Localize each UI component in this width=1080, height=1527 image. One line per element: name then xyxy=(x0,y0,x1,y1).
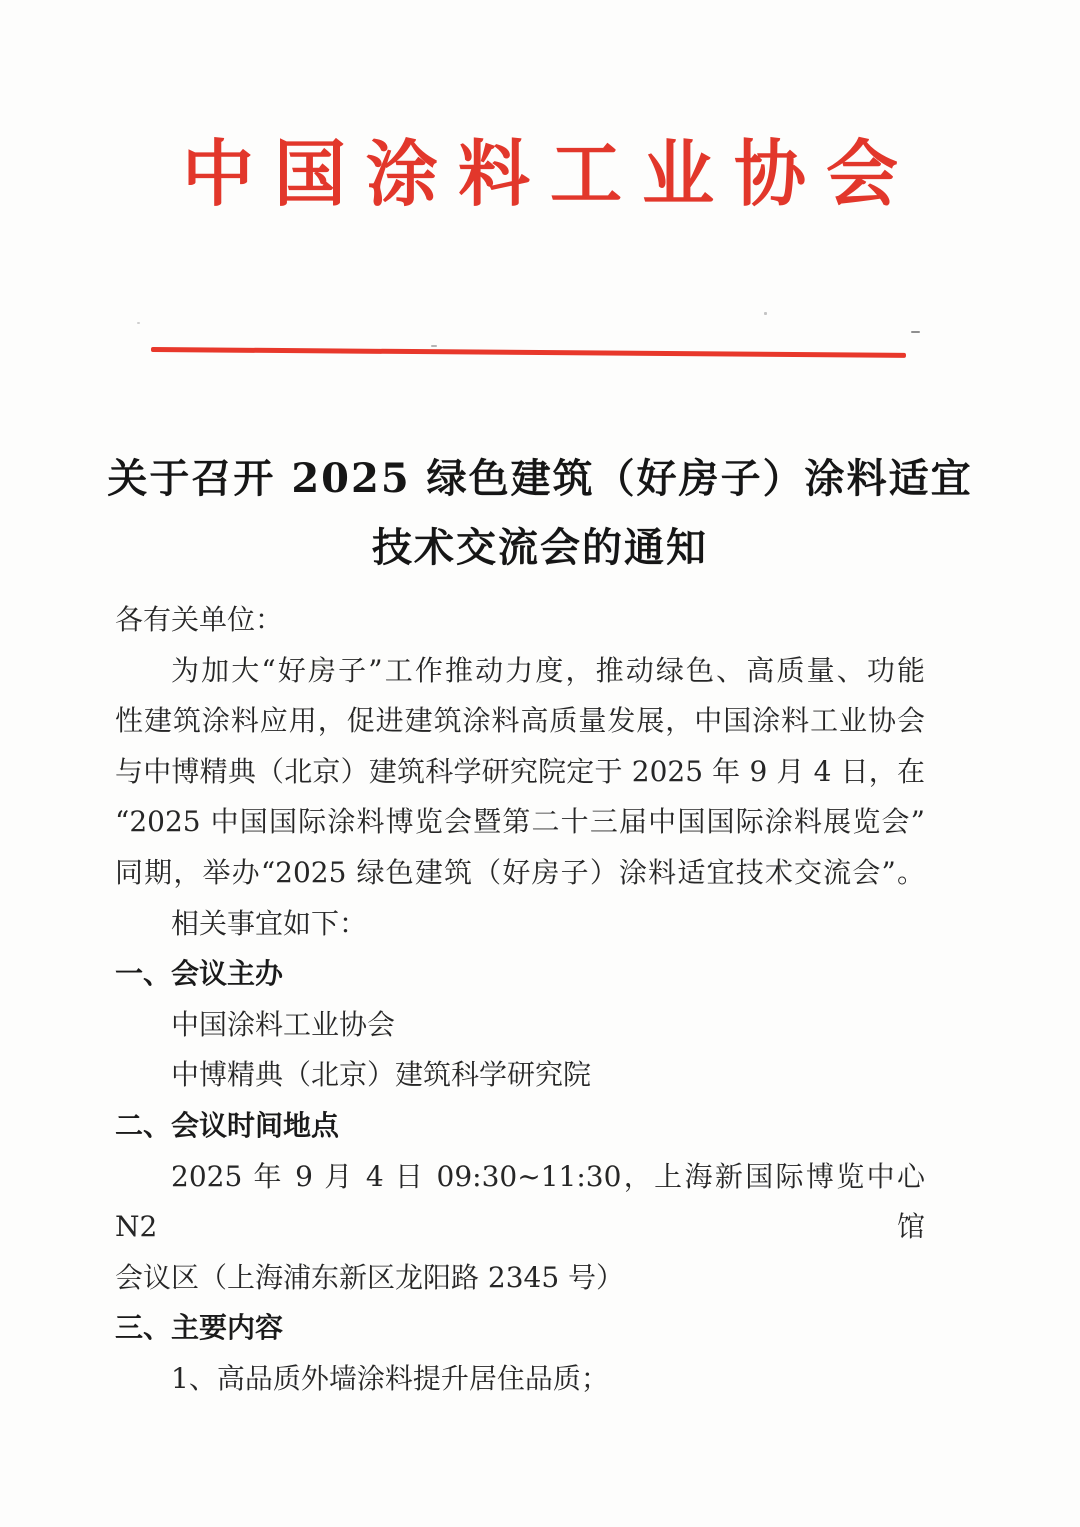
section-3-heading: 三、主要内容 xyxy=(115,1311,284,1345)
host-organization-2: 中博精典（北京）建筑科学研究院 xyxy=(171,1058,592,1092)
followup-line: 相关事宜如下： xyxy=(171,906,368,940)
time-place-line-2: 会议区（上海浦东新区龙阳路 2345 号） xyxy=(115,1260,625,1294)
intro-paragraph-line-4: “2025 中国国际涂料博览会暨第二十三届中国国际涂料展览会” xyxy=(115,805,925,839)
scan-speck xyxy=(911,331,920,333)
intro-paragraph-line-2: 性建筑涂料应用，促进建筑涂料高质量发展，中国涂料工业协会 xyxy=(115,704,925,738)
document-title-line-1: 关于召开 2025 绿色建筑（好房子）涂料适宜 xyxy=(107,455,973,502)
intro-paragraph-line-5: 同期，举办“2025 绿色建筑（好房子）涂料适宜技术交流会”。 xyxy=(115,855,925,889)
document-title-line-2: 技术交流会的通知 xyxy=(372,524,708,571)
time-place-line-1: 2025 年 9 月 4 日 09:30~11:30，上海新国际博览中心 N2 馆 xyxy=(115,1159,925,1244)
intro-paragraph-line-1: 为加大“好房子”工作推动力度，推动绿色、高质量、功能 xyxy=(171,653,925,687)
document-title xyxy=(40,444,1040,582)
scan-speck xyxy=(764,312,767,315)
content-item-1: 1、高品质外墙涂料提升居住品质； xyxy=(171,1361,609,1395)
red-divider-line xyxy=(151,347,906,358)
intro-paragraph-line-3: 与中博精典（北京）建筑科学研究院定于 2025 年 9 月 4 日，在 xyxy=(115,754,925,788)
scan-speck xyxy=(137,322,140,324)
org-masthead xyxy=(0,131,1080,216)
notice-body xyxy=(115,595,925,1405)
scan-speck xyxy=(431,345,437,347)
salutation-line: 各有关单位： xyxy=(115,603,284,636)
org-name-title: 中国涂料工业协会 xyxy=(181,131,918,216)
host-organization-1: 中国涂料工业协会 xyxy=(171,1007,396,1041)
section-1-heading: 一、会议主办 xyxy=(115,957,284,991)
section-2-heading: 二、会议时间地点 xyxy=(115,1108,340,1142)
